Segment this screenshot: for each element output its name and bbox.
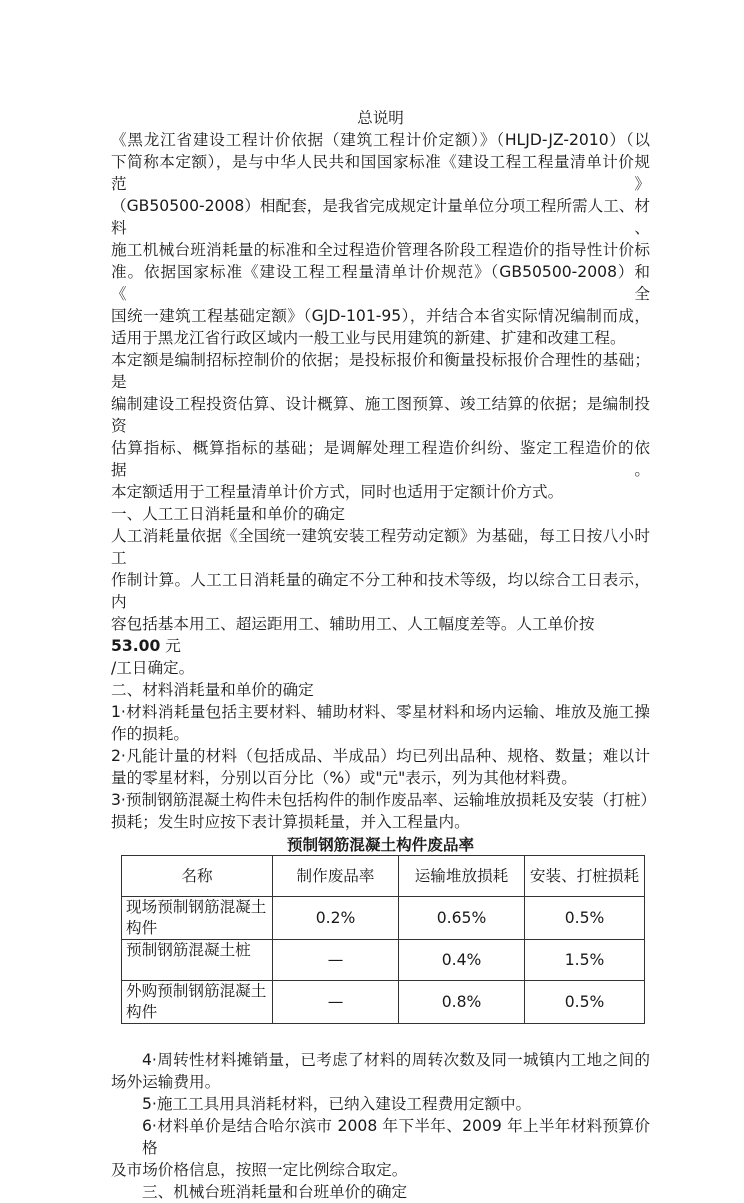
text-line: 6·材料单价是结合哈尔滨市 2008 年下半年、2009 年上半年材料预算价格 bbox=[142, 1117, 650, 1157]
text-line: 国统一建筑工程基础定额》（GJD-101-95），并结合本省实际情况编制而成， bbox=[111, 307, 650, 325]
text-line: 作的损耗。 bbox=[111, 725, 189, 743]
text-line: 4·周转性材料摊销量，已考虑了材料的周转次数及同一城镇内工地之间的 bbox=[142, 1051, 650, 1069]
table-row bbox=[122, 940, 645, 981]
section-heading: 一、人工工日消耗量和单价的确定 bbox=[111, 505, 345, 523]
text-line: 本定额是编制招标控制价的依据；是投标报价和衡量投标报价合理性的基础；是 bbox=[111, 351, 650, 391]
table-row bbox=[122, 897, 645, 940]
text-segment: 容包括基本用工、超运距用工、辅助用工、人工幅度差等。人工单价按 bbox=[111, 615, 595, 633]
text-line: 场外运输费用。 bbox=[111, 1073, 221, 1091]
table-cell: 0.5% bbox=[525, 897, 645, 940]
table-row bbox=[122, 981, 645, 1024]
text-line: 适用于黑龙江省行政区域内一般工业与民用建筑的新建、扩建和改建工程。 bbox=[111, 329, 626, 347]
table-header-cell: 制作废品率 bbox=[273, 856, 399, 897]
document-title: 总说明 bbox=[357, 109, 404, 127]
table-cell: — bbox=[273, 981, 399, 1024]
section-heading: 三、机械台班消耗量和台班单价的确定 bbox=[142, 1183, 408, 1201]
text-line: 《黑龙江省建设工程计价依据（建筑工程计价定额）》（HLJD-JZ-2010）（以 bbox=[111, 131, 650, 149]
intro-paragraph bbox=[111, 129, 650, 503]
text-line: 估算指标、概算指标的基础；是调解处理工程造价纠纷、鉴定工程造价的依据。 bbox=[111, 439, 650, 479]
table-cell-name: 预制钢筋混凝土桩 bbox=[122, 940, 273, 981]
text-line: 准。依据国家标准《建设工程工程量清单计价规范》（GB50500-2008）和《全 bbox=[111, 263, 650, 303]
section-materials bbox=[111, 679, 657, 1181]
section-heading: 二、材料消耗量和单价的确定 bbox=[111, 681, 314, 699]
text-line: （GB50500-2008）相配套，是我省完成规定计量单位分项工程所需人工、材料、 bbox=[111, 197, 650, 237]
text-line: /工日确定。 bbox=[111, 659, 195, 677]
table-header-cell: 安装、打桩损耗 bbox=[525, 856, 645, 897]
table-caption: 预制钢筋混凝土构件废品率 bbox=[286, 836, 475, 854]
text-line: 损耗；发生时应按下表计算损耗量，并入工程量内。 bbox=[111, 813, 470, 831]
text-line bbox=[111, 613, 650, 657]
table-cell: 0.65% bbox=[399, 897, 525, 940]
table-cell: 0.8% bbox=[399, 981, 525, 1024]
text-line: 2·凡能计量的材料（包括成品、半成品）均已列出品种、规格、数量；难以计 bbox=[111, 747, 650, 765]
text-line: 编制建设工程投资估算、设计概算、施工图预算、竣工结算的依据；是编制投资 bbox=[111, 395, 650, 435]
text-line: 人工消耗量依据《全国统一建筑安装工程劳动定额》为基础，每工日按八小时工 bbox=[111, 527, 650, 567]
labor-price-value: 53.00 bbox=[111, 637, 161, 655]
table-cell: 1.5% bbox=[525, 940, 645, 981]
text-line: 本定额适用于工程量清单计价方式，同时也适用于定额计价方式。 bbox=[111, 483, 564, 501]
table-cell: 0.4% bbox=[399, 940, 525, 981]
text-line: 量的零星材料，分别以百分比（%）或"元"表示，列为其他材料费。 bbox=[111, 769, 577, 787]
text-line: 作制计算。人工工日消耗量的确定不分工种和技术等级，均以综合工日表示，内 bbox=[111, 571, 650, 611]
table-header-cell: 运输堆放损耗 bbox=[399, 856, 525, 897]
table-header-row bbox=[122, 856, 645, 897]
table-cell: 0.5% bbox=[525, 981, 645, 1024]
section-labor bbox=[111, 503, 650, 679]
table-cell: 0.2% bbox=[273, 897, 399, 940]
labor-price bbox=[111, 635, 181, 657]
table-cell: — bbox=[273, 940, 399, 981]
materials-items-continued bbox=[111, 1049, 650, 1181]
scrap-rate-table bbox=[121, 855, 645, 1024]
labor-price-unit: 元 bbox=[165, 637, 181, 655]
text-line: 及市场价格信息，按照一定比例综合取定。 bbox=[111, 1161, 408, 1179]
text-line: 5·施工工具用具消耗材料，已纳入建设工程费用定额中。 bbox=[142, 1095, 532, 1113]
table-header-cell: 名称 bbox=[122, 856, 273, 897]
document-page bbox=[111, 107, 657, 1203]
text-line: 下简称本定额），是与中华人民共和国国家标准《建设工程工程量清单计价规范》 bbox=[111, 153, 650, 193]
text-line: 施工机械台班消耗量的标准和全过程造价管理各阶段工程造价的指导性计价标 bbox=[111, 241, 650, 259]
table-cell-name: 现场预制钢筋混凝土构件 bbox=[122, 897, 273, 940]
table-cell-name: 外购预制钢筋混凝土构件 bbox=[122, 981, 273, 1024]
text-line: 3·预制钢筋混凝土构件未包括构件的制作废品率、运输堆放损耗及安装（打桩） bbox=[111, 791, 657, 809]
text-line: 1·材料消耗量包括主要材料、辅助材料、零星材料和场内运输、堆放及施工操 bbox=[111, 703, 650, 721]
